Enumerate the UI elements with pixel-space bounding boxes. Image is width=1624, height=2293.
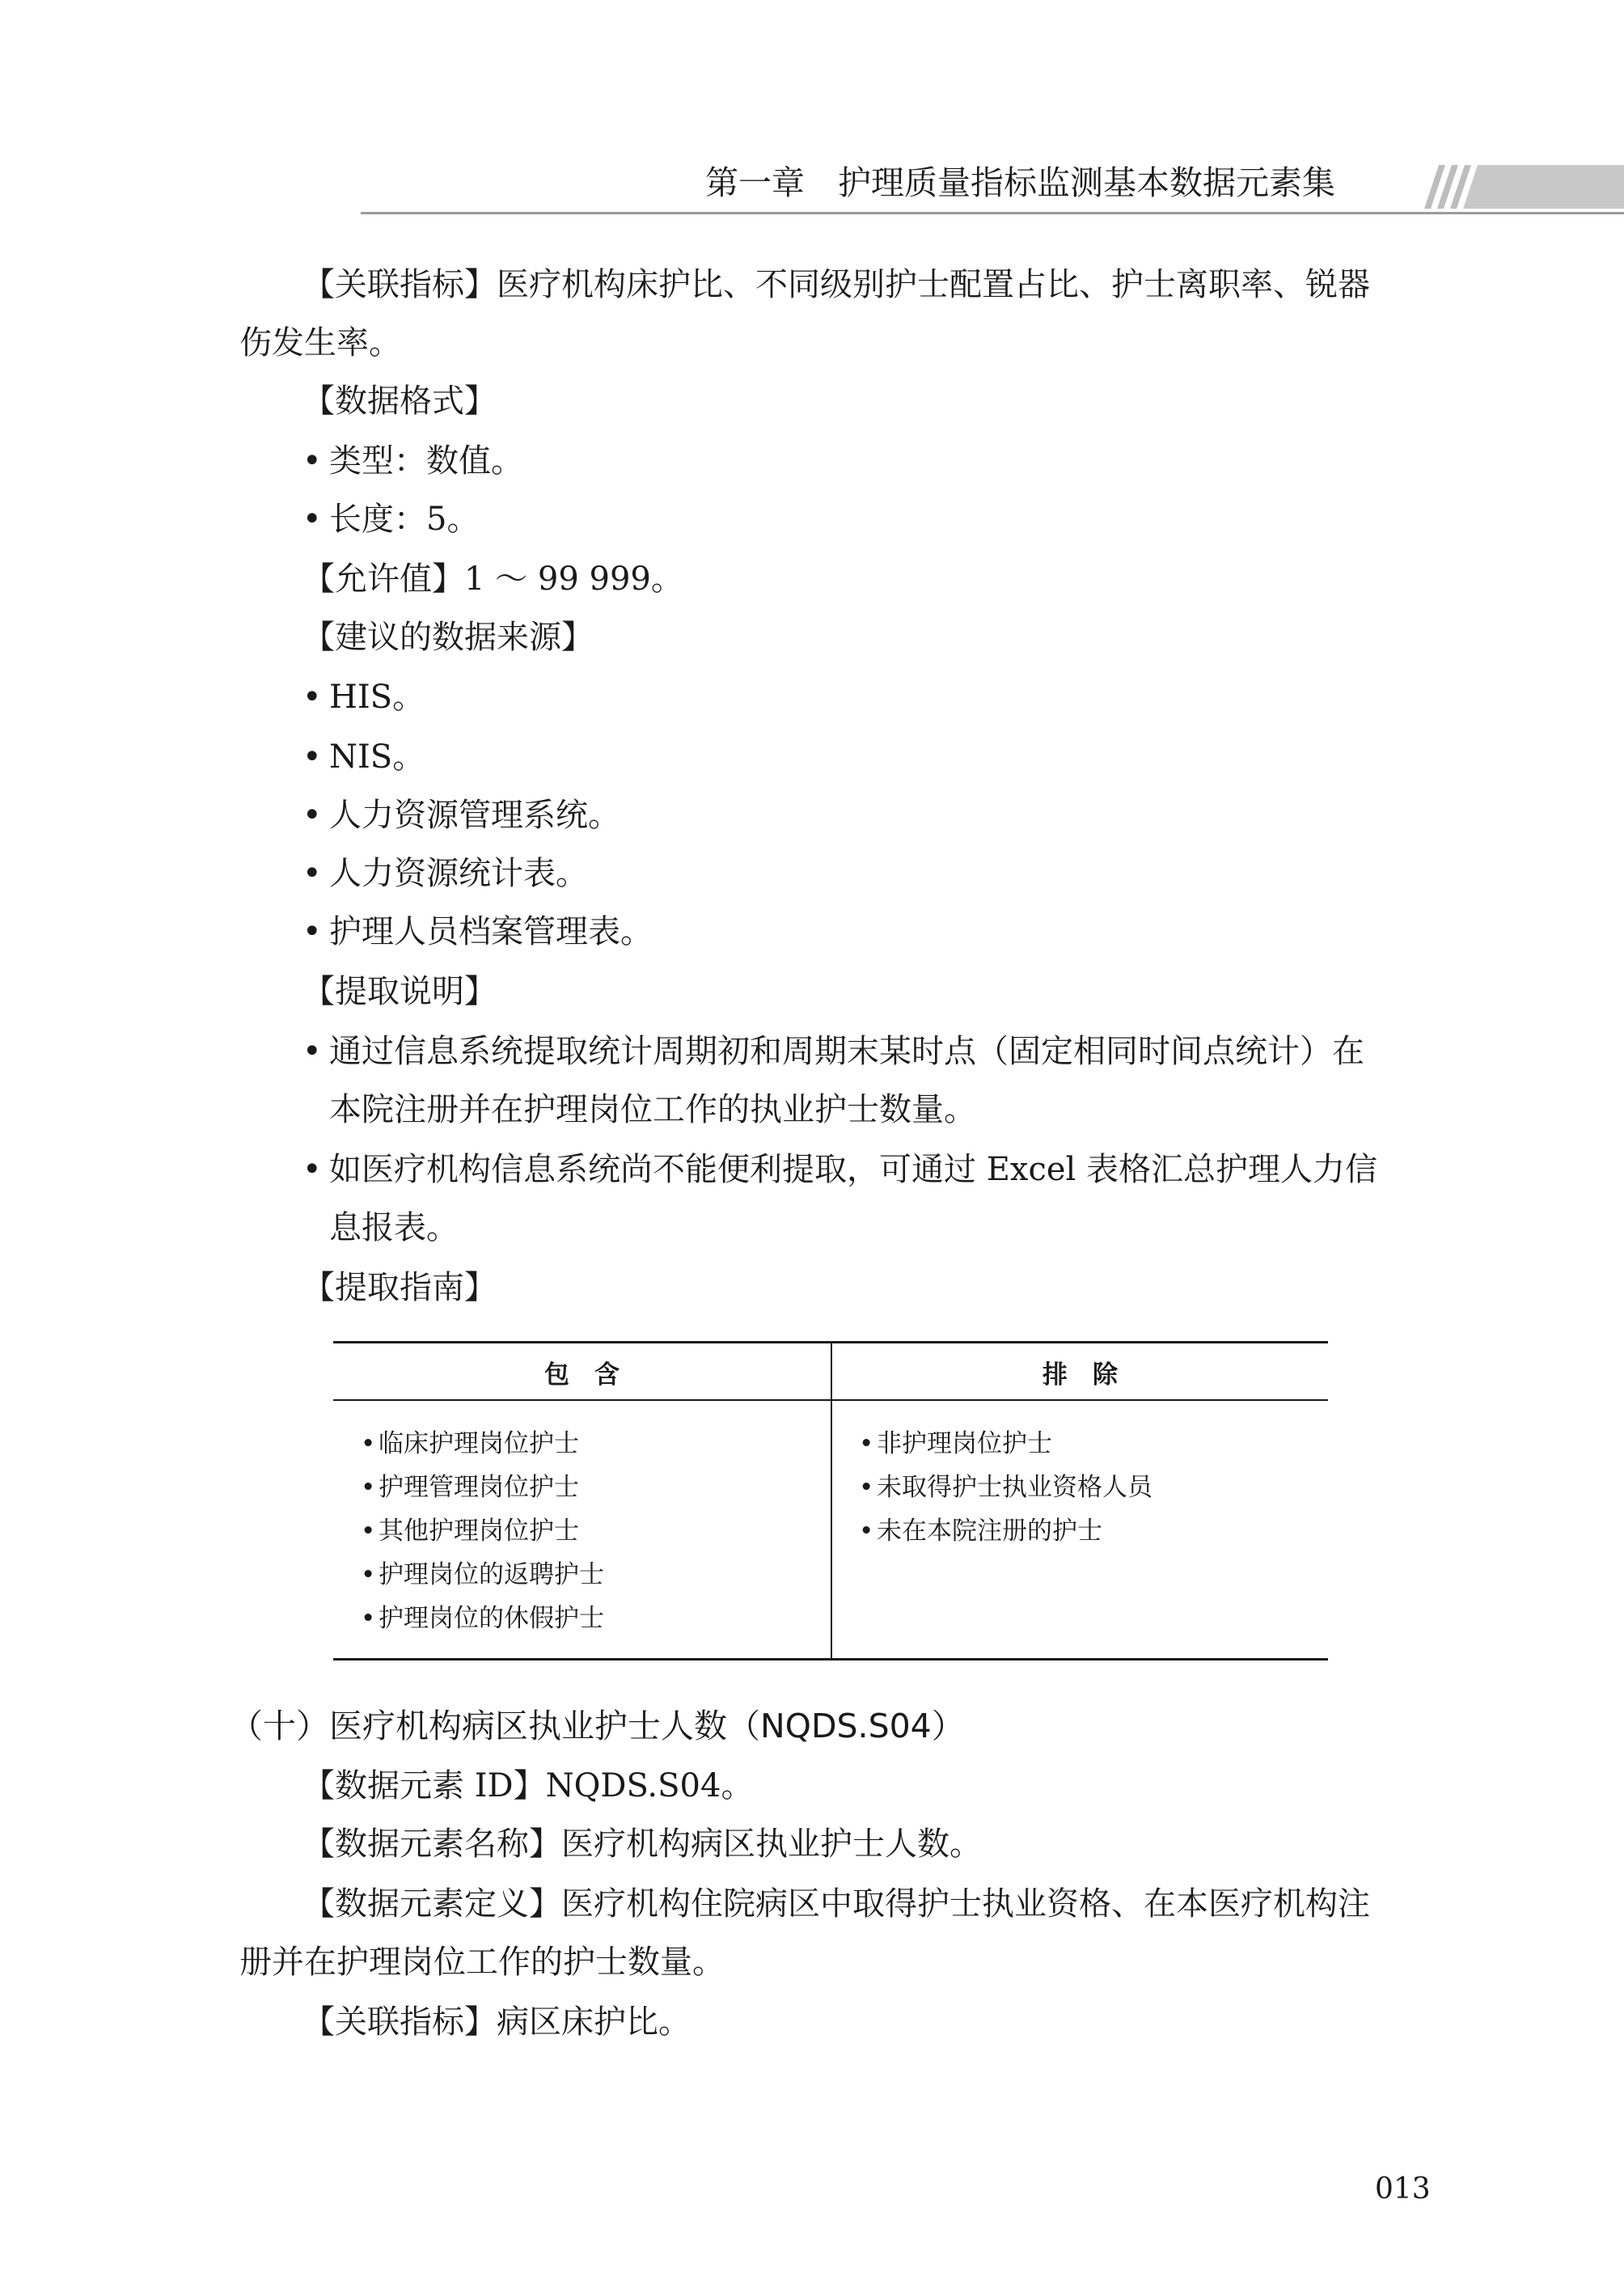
paragraph-line: 【关联指标】病区床护比。 — [302, 2003, 691, 2041]
bullet-icon: • — [302, 913, 322, 950]
paragraph-line: 册并在护理岗位工作的护士数量。 — [239, 1944, 725, 1981]
list-item-continuation: 本院注册并在护理岗位工作的执业护士数量。 — [329, 1091, 976, 1128]
paragraph-line: 【提取说明】 — [302, 973, 497, 1010]
paragraph-line: 【提取指南】 — [302, 1269, 497, 1306]
bullet-icon: • — [302, 1033, 322, 1070]
list-item: • 人力资源管理系统。 — [302, 791, 620, 840]
chapter-title: 第一章 护理质量指标监测基本数据元素集 — [705, 163, 1335, 202]
list-item: • 通过信息系统提取统计周期初和周期末某时点（固定相同时间点统计）在 — [302, 1027, 1364, 1076]
list-item: • 人力资源统计表。 — [302, 849, 588, 898]
bullet-icon: • — [302, 738, 322, 776]
table-cell-include: • 护理岗位的休假护士 — [361, 1597, 604, 1640]
bullet-icon: • — [302, 679, 322, 716]
paragraph-line: 【数据元素定义】医疗机构住院病区中取得护士执业资格、在本医疗机构注 — [302, 1885, 1370, 1923]
bullet-icon: • — [302, 1151, 322, 1188]
paragraph-line: 【建议的数据来源】 — [302, 619, 594, 656]
paragraph-line: 【数据元素名称】医疗机构病区执业护士人数。 — [302, 1826, 982, 1863]
table-cell-include: • 护理岗位的返聘护士 — [361, 1553, 604, 1597]
bullet-icon: • — [361, 1429, 376, 1458]
paragraph-line: 【允许值】1 ～ 99 999。 — [302, 561, 683, 598]
paragraph-line: 【关联指标】医疗机构床护比、不同级别护士配置占比、护士离职率、锐器 — [302, 266, 1370, 303]
table-header-exclude: 排 除 — [1042, 1360, 1118, 1390]
table-header-include: 包 含 — [544, 1360, 620, 1390]
table-cell-exclude: • 未取得护士执业资格人员 — [859, 1466, 1152, 1509]
bullet-icon: • — [859, 1517, 874, 1546]
table-bottom-rule — [333, 1658, 1328, 1661]
list-item: • NIS。 — [302, 733, 425, 781]
list-item: • 长度：5。 — [302, 495, 479, 544]
table-cell-exclude: • 非护理岗位护士 — [859, 1422, 1052, 1466]
bullet-icon: • — [859, 1429, 874, 1458]
bullet-icon: • — [361, 1517, 376, 1546]
list-item: • 护理人员档案管理表。 — [302, 907, 653, 956]
paragraph-line: 【数据格式】 — [302, 383, 497, 420]
paragraph-line: 伤发生率。 — [239, 324, 401, 362]
header-decoration-stripes — [1403, 165, 1624, 209]
list-item: • 类型：数值。 — [302, 437, 523, 485]
paragraph-line: 【数据元素 ID】NQDS.S04。 — [302, 1767, 754, 1804]
header-rule — [361, 212, 1624, 214]
section-heading: （十）医疗机构病区执业护士人数（NQDS.S04） — [230, 1707, 965, 1745]
bullet-icon: • — [859, 1473, 874, 1502]
bullet-icon: • — [361, 1560, 376, 1589]
page-number: 013 — [1375, 2172, 1431, 2206]
table-column-divider — [831, 1343, 832, 1660]
table-cell-include: • 护理管理岗位护士 — [361, 1466, 579, 1509]
bullet-icon: • — [302, 855, 322, 892]
bullet-icon: • — [361, 1473, 376, 1502]
list-item: • HIS。 — [302, 673, 425, 721]
bullet-icon: • — [361, 1604, 376, 1633]
bullet-icon: • — [302, 442, 322, 480]
table-cell-exclude: • 未在本院注册的护士 — [859, 1509, 1102, 1553]
bullet-icon: • — [302, 501, 322, 538]
table-cell-include: • 临床护理岗位护士 — [361, 1422, 579, 1466]
bullet-icon: • — [302, 797, 322, 834]
list-item-continuation: 息报表。 — [329, 1209, 459, 1246]
table-cell-include: • 其他护理岗位护士 — [361, 1509, 579, 1553]
list-item: • 如医疗机构信息系统尚不能便利提取，可通过 Excel 表格汇总护理人力信 — [302, 1145, 1377, 1194]
